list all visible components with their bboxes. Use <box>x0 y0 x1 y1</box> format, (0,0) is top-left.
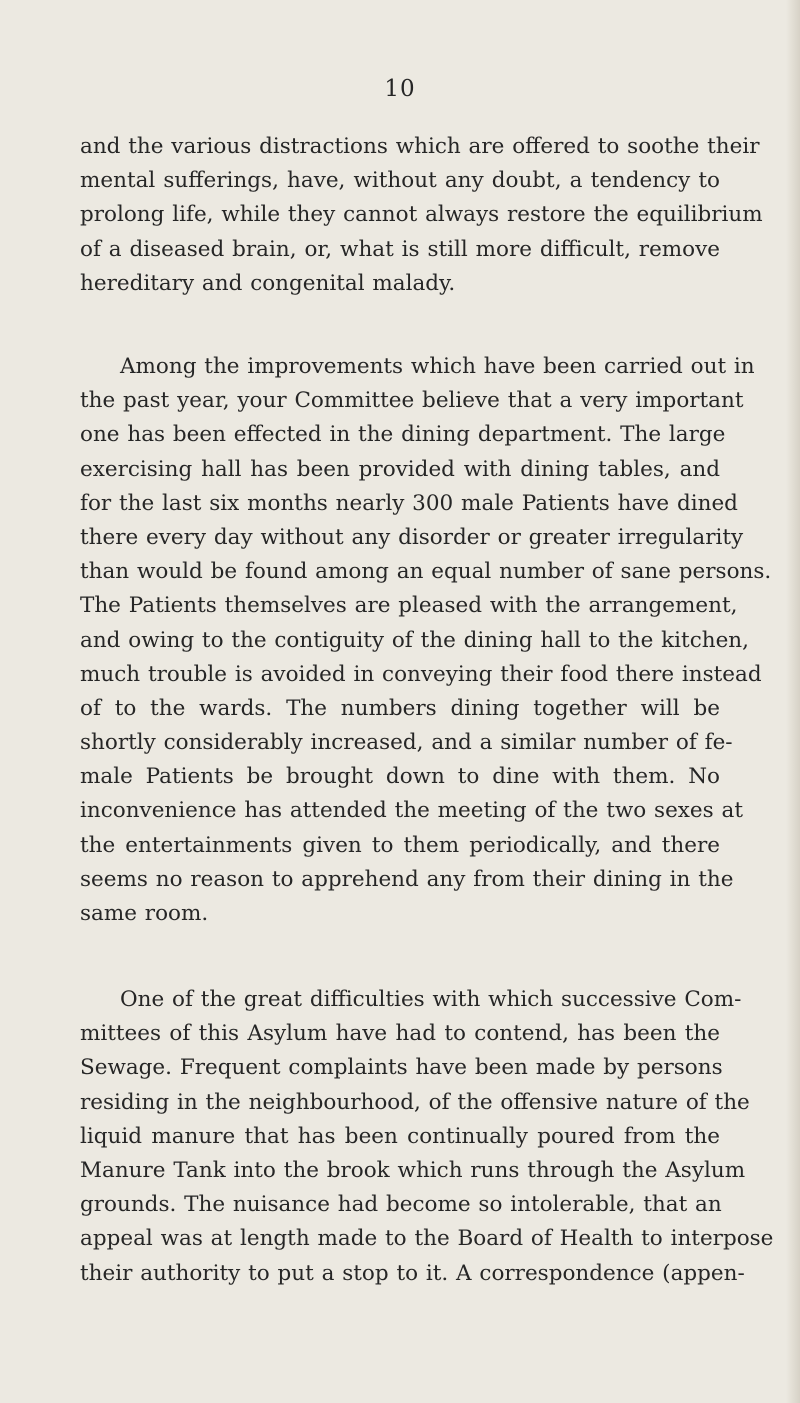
text-line: The Patients themselves are pleased with the arrangement, <box>80 593 738 619</box>
text-line: mittees of this Asylum have had to contend, has been the <box>80 1021 720 1047</box>
text-line: their authority to put a stop to it. A correspondence (appen- <box>80 1260 745 1286</box>
text-line: Sewage. Frequent complaints have been made by persons <box>80 1055 723 1081</box>
text-line: of a diseased brain, or, what is still more difficult, remove <box>80 236 720 262</box>
paragraph-3 <box>80 983 774 1291</box>
text-line: appeal was at length made to the Board of Health to interpose <box>80 1226 774 1252</box>
text-line: One of the great difficulties with which successive Com- <box>120 987 742 1012</box>
text-line: male Patients be brought down to dine with them. No <box>80 764 720 790</box>
text-line: shortly considerably increased, and a similar number of fe- <box>80 730 733 756</box>
text-line: residing in the neighbourhood, of the offensive nature of the <box>80 1089 750 1115</box>
text-line: same room. <box>80 901 209 926</box>
page-number: 10 <box>384 76 416 102</box>
text-line: and the various distractions which are offered to soothe their <box>80 134 760 159</box>
text-line: Manure Tank into the brook which runs through the Asylum <box>80 1157 746 1183</box>
text-line: the entertainments given to them periodically, and there <box>80 832 720 858</box>
text-line: liquid manure that has been continually poured from the <box>80 1123 720 1149</box>
text-line: hereditary and congenital malady. <box>80 270 456 296</box>
paragraph-2 <box>80 350 772 931</box>
text-line: and owing to the contiguity of the dining hall to the kitchen, <box>80 627 749 653</box>
text-line: seems no reason to apprehend any from their dining in the <box>80 866 734 892</box>
text-line: of to the wards. The numbers dining together will be <box>80 695 720 721</box>
text-line: much trouble is avoided in conveying their food there instead <box>80 661 762 687</box>
text-line: Among the improvements which have been carried out in <box>120 354 755 379</box>
text-line: for the last six months nearly 300 male Patients have dined <box>80 490 738 516</box>
text-line: inconvenience has attended the meeting of the two sexes at <box>80 798 743 824</box>
text-line: one has been effected in the dining department. The large <box>80 422 726 448</box>
text-line: prolong life, while they cannot always restore the equilibrium <box>80 202 763 228</box>
text-line: than would be found among an equal number of sane persons. <box>80 559 772 585</box>
text-line: the past year, your Committee believe that a very important <box>80 388 744 414</box>
text-line: grounds. The nuisance had become so intolerable, that an <box>80 1192 722 1218</box>
text-line: there every day without any disorder or greater irregularity <box>80 524 744 550</box>
page-edge-shadow <box>786 0 800 1403</box>
paragraph-1 <box>80 130 763 301</box>
text-line: mental sufferings, have, without any doubt, a tendency to <box>80 168 720 194</box>
text-line: exercising hall has been provided with dining tables, and <box>80 456 720 482</box>
